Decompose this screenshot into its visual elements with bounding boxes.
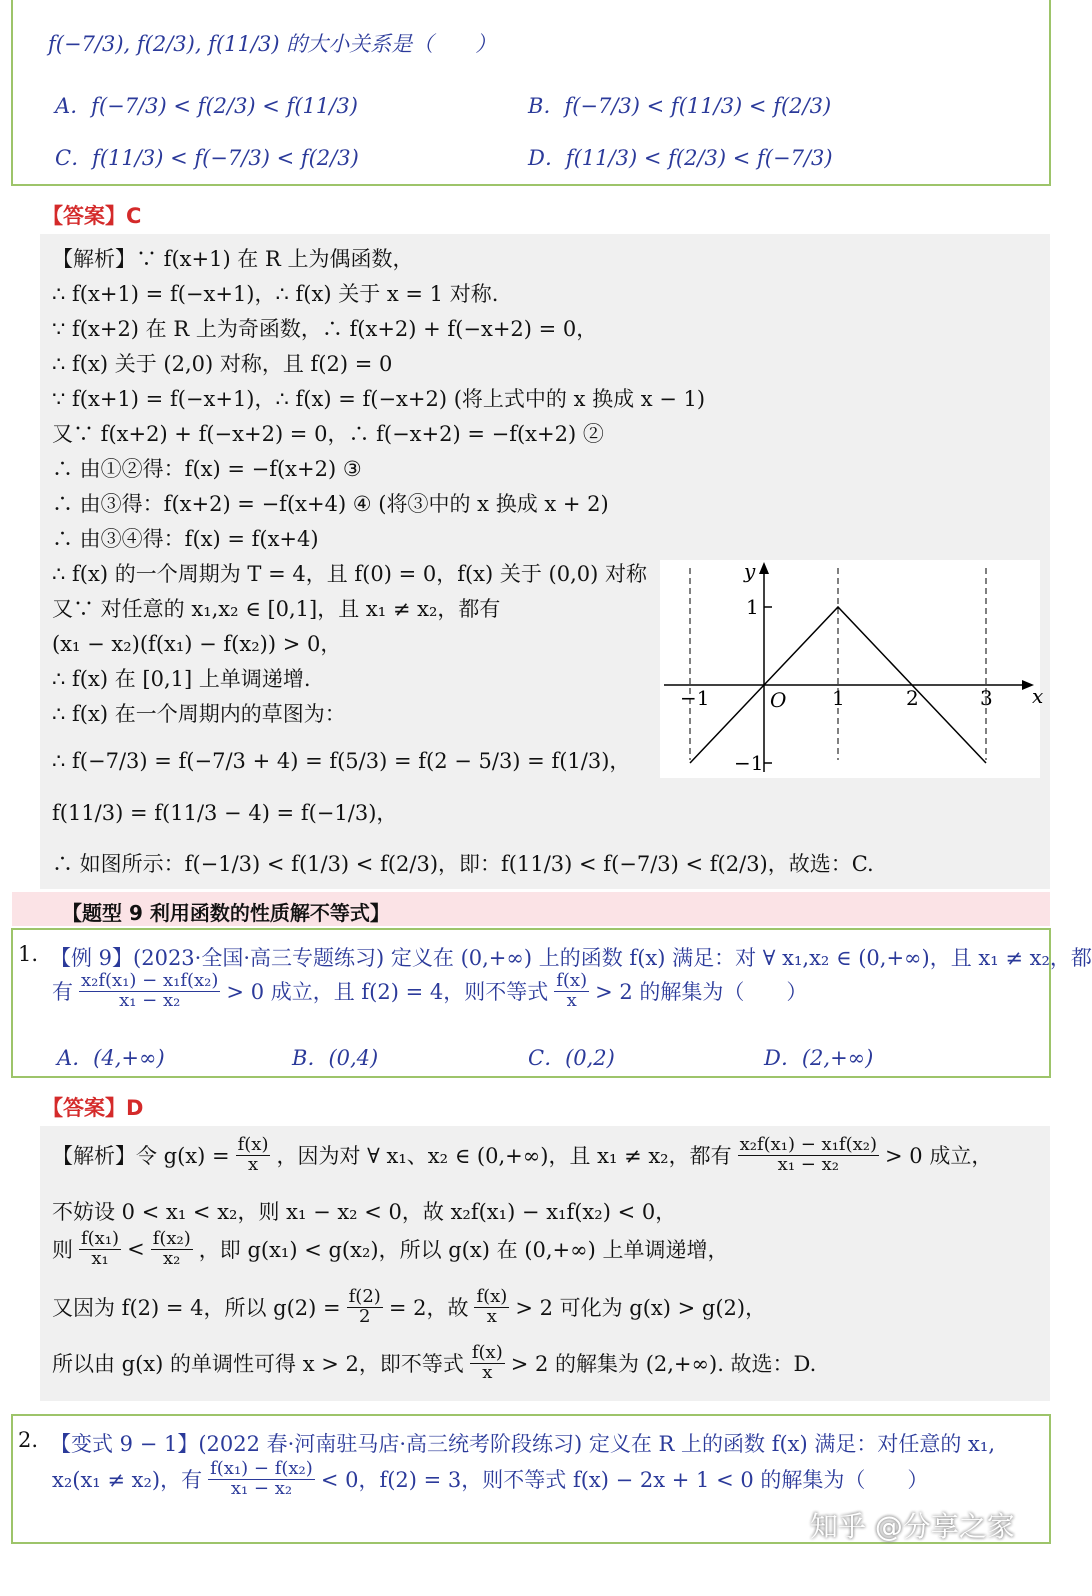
answer-label-1: 【答案】C (42, 204, 142, 228)
analysis2-line2: 不妨设 0 < x₁ < x₂，则 x₁ − x₂ < 0，故 x₂f(x₁) − x₁f(x₂) < 0， (52, 1200, 677, 1224)
function-graph (660, 559, 1044, 778)
question-1-line1: 【例 9】(2023·全国·高三专题练习) 定义在 (0,+∞) 上的函数 f(x) 满足：对 ∀ x₁,x₂ ∈ (0,+∞)，且 x₁ ≠ x₂，都 (50, 946, 1092, 970)
analysis-line: ∴ f(−7/3) = f(−7/3 + 4) = f(5/3) = f(2 − 5/3) = f(1/3)， (52, 749, 631, 773)
analysis-line: ∵ f(x+2) 在 R 上为奇函数，∴ f(x+2) + f(−x+2) = 0， (52, 317, 598, 341)
y-axis-label: y (744, 559, 756, 583)
y-tick-label: 1 (746, 595, 759, 619)
x-tick-label: 1 (832, 686, 845, 710)
analysis2-line4: 又因为 f(2) = 4，所以 g(2) = $\frac{f(2)}{2}$ = 2，故 f(x) x > 2 可化为 g(x) > g(2)， (52, 1286, 767, 1327)
q1-option-d: D．(2,+∞) (764, 1046, 874, 1070)
option-b: B．f(−7/3) < f(11/3) < f(2/3) (528, 94, 832, 118)
analysis-line: ∴ f(x) 关于 (2,0) 对称，且 f(2) = 0 (52, 352, 393, 376)
question-1-number: 1. (18, 942, 39, 966)
analysis-line: ∴ f(x) 在一个周期内的草图为： (52, 702, 346, 726)
option-a: A．f(−7/3) < f(2/3) < f(11/3) (55, 94, 358, 118)
analysis-line: ∴ 由③得：f(x+2) = −f(x+4) ④ (将③中的 x 换成 x + 2) (52, 492, 609, 516)
watermark: 知乎 @分享之家 (810, 1510, 1015, 1543)
answer-label-2: 【答案】D (42, 1096, 144, 1120)
analysis-line: (x₁ − x₂)(f(x₁) − f(x₂)) > 0， (52, 632, 342, 656)
section-title: 【题型 9 利用函数的性质解不等式】 (62, 901, 390, 925)
analysis-line: ∴ f(x) 的一个周期为 T = 4，且 f(0) = 0，f(x) 关于 (0,0) 对称 (52, 562, 648, 586)
analysis-line: ∴ f(x) 在 [0,1] 上单调递增. (52, 667, 311, 691)
q1-option-b: B．(0,4) (292, 1046, 379, 1070)
analysis2-line5: 所以由 g(x) 的单调性可得 x > 2，即不等式 f(x) x > 2 的解集为 (2,+∞). 故选：D. (52, 1342, 817, 1383)
x-axis-label: x (1032, 684, 1044, 708)
analysis-line: f(11/3) = f(11/3 − 4) = f(−1/3)， (52, 801, 398, 825)
q1-option-a: A．(4,+∞) (57, 1046, 165, 1070)
analysis-line: ∴ 由①②得：f(x) = −f(x+2) ③ (52, 457, 362, 481)
option-c: C．f(11/3) < f(−7/3) < f(2/3) (55, 146, 359, 170)
y-tick-label: −1 (734, 751, 764, 775)
x-tick-label: 2 (906, 686, 919, 710)
q1-option-c: C．(0,2) (528, 1046, 615, 1070)
question-2-line2: x₂(x₁ ≠ x₂)，有 f(x₁) − f(x₂) x₁ − x₂ < 0，f(2) = 3，则不等式 f(x) − 2x + 1 < 0 的解集为（ ） (52, 1458, 929, 1499)
analysis-line: 【解析】∵ f(x+1) 在 R 上为偶函数， (52, 247, 414, 271)
option-d: D．f(11/3) < f(2/3) < f(−7/3) (528, 146, 833, 170)
analysis-line: ∴ 如图所示：f(−1/3) < f(1/3) < f(2/3)，即：f(11/3) < f(−7/3) < f(2/3)，故选：C. (52, 852, 874, 876)
question-2-line1: 【变式 9 − 1】(2022 春·河南驻马店·高三统考阶段练习) 定义在 R 上的函数 f(x) 满足：对任意的 x₁, (50, 1432, 995, 1456)
origin-label: O (770, 688, 787, 712)
analysis-line: 又∵ 对任意的 x₁,x₂ ∈ [0,1]，且 x₁ ≠ x₂，都有 (52, 597, 501, 621)
question-1-line2: 有 x₂f(x₁) − x₁f(x₂) x₁ − x₂ > 0 成立，且 f(2) = 4，则不等式 f(x) x > 2 的解集为（ ） (52, 970, 808, 1011)
analysis-line: ∵ f(x+1) = f(−x+1)，∴ f(x) = f(−x+2) (将上式中的 x 换成 x − 1) (52, 387, 706, 411)
x-tick-label: 3 (980, 686, 993, 710)
x-tick-label: −1 (680, 686, 710, 710)
analysis-line: ∴ f(x+1) = f(−x+1)，∴ f(x) 关于 x = 1 对称. (52, 282, 499, 306)
analysis-line: ∴ 由③④得：f(x) = f(x+4) (52, 527, 319, 551)
analysis2-line3: 则 f(x₁) x₁ < f(x₂) x₂ ，即 g(x₁) < g(x₂)，所以 g(x) 在 (0,+∞) 上单调递增， (52, 1228, 729, 1269)
analysis-line: 又∵ f(x+2) + f(−x+2) = 0，∴ f(−x+2) = −f(x+2) ② (52, 422, 604, 446)
question-stem: f(−7/3), f(2/3), f(11/3) 的大小关系是（ ） (48, 32, 497, 56)
question-2-number: 2. (18, 1428, 39, 1452)
analysis2-line1: 【解析】令 g(x) = $\frac{f(x)}{x}$ ，因为对 ∀ x₁、x₂ ∈ (0,+∞)，且 x₁ ≠ x₂，都有 x₂f(x₁) − x₁f(x₂) x₁ − x₂ > 0 成立， (52, 1134, 993, 1175)
